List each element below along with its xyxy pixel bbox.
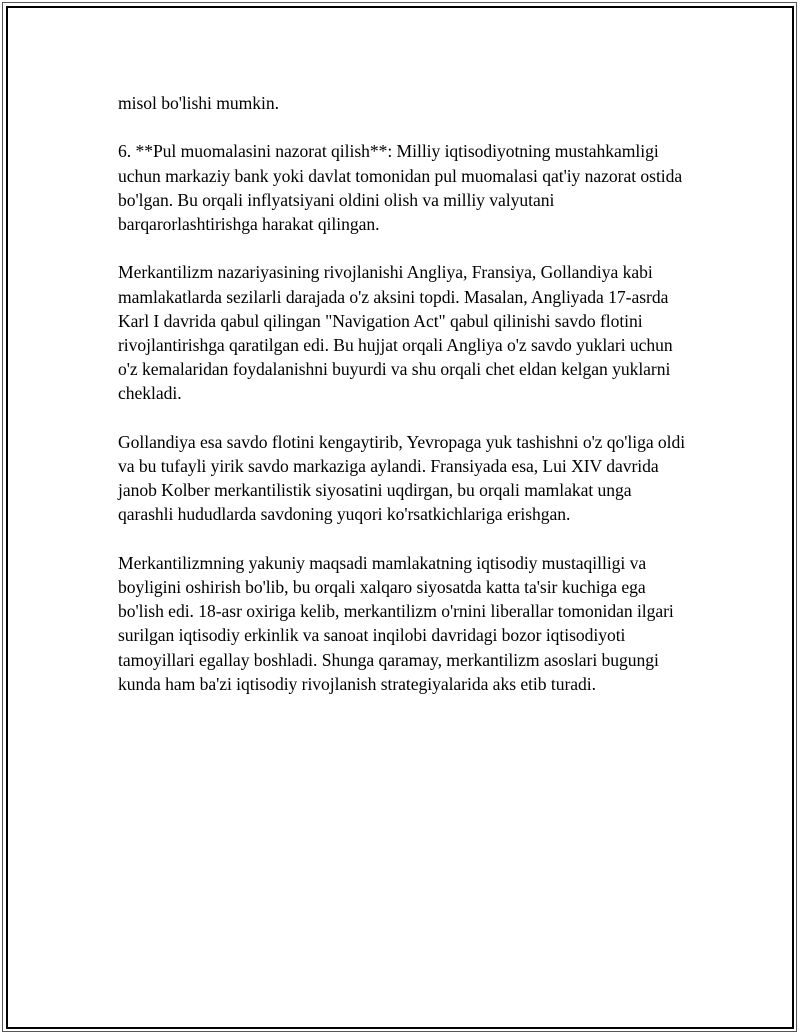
- paragraph-mercantilism-goal: Merkantilizmning yakuniy maqsadi mamlakatning iqtisodiy mustaqilligi va boyligini oshirish bo'lib, bu orqali xalqaro siyosatda katta ta'sir kuchiga ega bo'lish edi. 18-asr oxiriga kelib, merkantilizm o'rnini liberallar tomonidan ilgari surilgan iqtisodiy erkinlik va sanoat inqilobi davridagi bozor iqtisodiyoti tamoyillari egallay boshladi. Shunga qaramay, merkantilizm asoslari bugungi kunda ham ba'zi iqtisodiy rivojlanish strategiyalarida aks etib turadi.: [118, 552, 674, 694]
- paragraph-mercantilism-development: Merkantilizm nazariyasining rivojlanishi Angliya, Fransiya, Gollandiya kabi mamlakatlarda sezilarli darajada o'z aksini topdi. Masalan, Angliyada 17-asrda Karl I davrida qabul qilingan "Navigation Act" qabul qilinishi savdo flotini rivojlantirishga qaratilgan edi. Bu hujjat orqali Angliya o'z savdo yuklari uchun o'z kemalaridan foydalanishni buyurdi va shu orqali chet eldan kelgan yuklarni chekladi.: [118, 262, 673, 404]
- paragraph-continuation: misol bo'lishi mumkin.: [118, 93, 279, 113]
- paragraph-money-control: 6. **Pul muomalasini nazorat qilish**: Milliy iqtisodiyotning mustahkamligi uchun markaziy bank yoki davlat tomonidan pul muomalasi qat'iy nazorat ostida bo'lgan. Bu orqali inflyatsiyani oldini olish va milliy valyutani barqarorlashtirishga harakat qilingan.: [118, 141, 683, 234]
- document-body: [118, 91, 690, 720]
- paragraph-netherlands-france: Gollandiya esa savdo flotini kengaytirib, Yevropaga yuk tashishni o'z qo'liga oldi va bu tufayli yirik savdo markaziga aylandi. Fransiyada esa, Lui XIV davrida janob Kolber merkantilistik siyosatini uqdirgan, bu orqali mamlakat unga qarashli hududlarda savdoning yuqori ko'rsatkichlariga erishgan.: [118, 431, 686, 525]
